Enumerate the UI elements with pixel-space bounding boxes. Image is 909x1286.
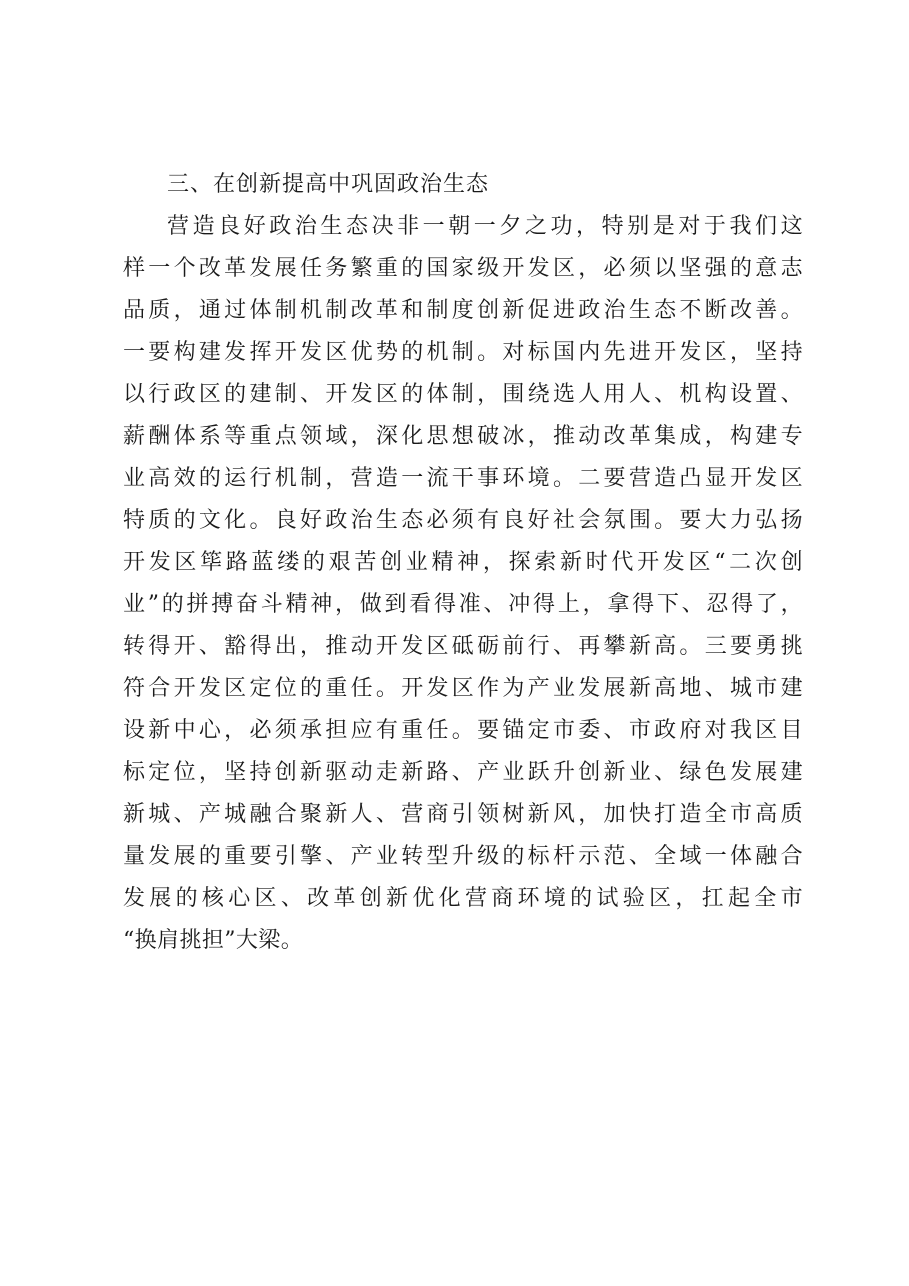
- paragraph-line: 发展的核心区、改革创新优化营商环境的试验区，扛起全市: [123, 886, 803, 911]
- paragraph-line: 业高效的运行机制，营造一流干事环境。二要营造凸显开发区: [123, 466, 803, 491]
- paragraph-line: 样一个改革发展任务繁重的国家级开发区，必须以坚强的意志: [123, 256, 803, 281]
- paragraph-line: 符合开发区定位的重任。开发区作为产业发展新高地、城市建: [123, 676, 803, 701]
- paragraph-line-last: “换肩挑担”大梁。: [123, 928, 304, 953]
- paragraph-line: 特质的文化。良好政治生态必须有良好社会氛围。要大力弘扬: [123, 508, 803, 533]
- paragraph-line: 业”的拼搏奋斗精神，做到看得准、冲得上，拿得下、忍得了，: [123, 592, 803, 617]
- paragraph-line: 新城、产城融合聚新人、营商引领树新风，加快打造全市高质: [123, 802, 803, 827]
- document-body: [123, 164, 803, 962]
- paragraph-line: 设新中心，必须承担应有重任。要锚定市委、市政府对我区目: [123, 718, 803, 743]
- paragraph-line: 营造良好政治生态决非一朝一夕之功，特别是对于我们这: [167, 214, 803, 239]
- paragraph-line: 一要构建发挥开发区优势的机制。对标国内先进开发区，坚持: [123, 340, 803, 365]
- paragraph-line: 薪酬体系等重点领域，深化思想破冰，推动改革集成，构建专: [123, 424, 803, 449]
- paragraph-line: 转得开、豁得出，推动开发区砥砺前行、再攀新高。三要勇挑: [123, 634, 803, 659]
- paragraph-line: 标定位，坚持创新驱动走新路、产业跃升创新业、绿色发展建: [123, 760, 803, 785]
- paragraph-line: 开发区筚路蓝缕的艰苦创业精神，探索新时代开发区“二次创: [123, 550, 803, 575]
- paragraph-line: 量发展的重要引擎、产业转型升级的标杆示范、全域一体融合: [123, 844, 803, 869]
- paragraph-line: 品质，通过体制机制改革和制度创新促进政治生态不断改善。: [123, 298, 803, 323]
- paragraph-line: 以行政区的建制、开发区的体制，围绕选人用人、机构设置、: [123, 382, 803, 407]
- section-heading: 三、在创新提高中巩固政治生态: [167, 172, 490, 197]
